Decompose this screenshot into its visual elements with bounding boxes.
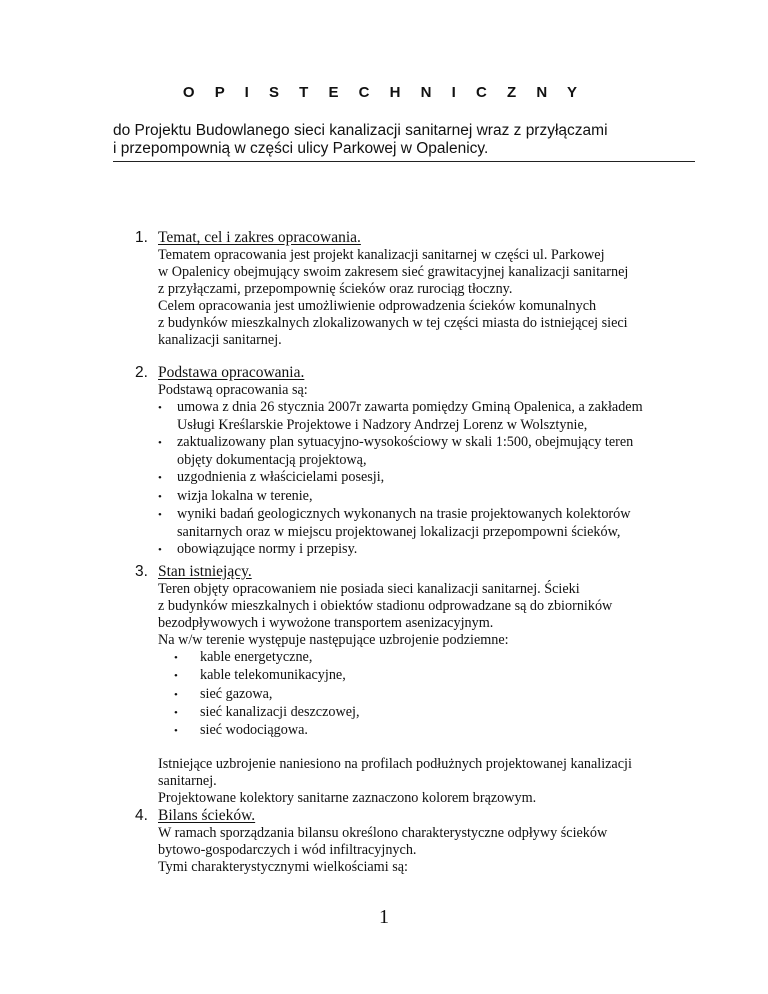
- section-body: [158, 382, 695, 559]
- text-line: z budynków mieszkalnych zlokalizowanych w tej części miasta do istniejącej sieci: [158, 315, 628, 332]
- text-line: Tematem opracowania jest projekt kanalizacji sanitarnej w części ul. Parkowej: [158, 247, 605, 263]
- text-line: z przyłączami, przepompownię ścieków oraz rurociąg tłoczny.: [158, 281, 513, 298]
- text-line: bezodpływowych i wywożone transportem asenizacyjnym.: [158, 615, 494, 632]
- section-title: Temat, cel i zakres opracowania.: [158, 229, 361, 246]
- bullet-icon: •: [174, 724, 178, 737]
- list-item: • umowa z dnia 26 stycznia 2007r zawarta pomiędzy Gminą Opalenica, a zakładem: [158, 399, 695, 417]
- subtitle-line: do Projektu Budowlanego sieci kanalizacji sanitarnej wraz z przyłączami: [113, 122, 608, 139]
- list-item: • wizja lokalna w terenie,: [158, 488, 695, 506]
- section-title: Stan istniejący.: [158, 563, 252, 580]
- list-item: • kable telekomunikacyjne,: [158, 667, 695, 685]
- bullet-icon: •: [158, 543, 162, 556]
- section-title: Bilans ścieków.: [158, 807, 256, 824]
- document-subtitle: [113, 122, 695, 162]
- list-item-continuation: sanitarnych oraz w miejscu projektowanej lokalizacji przepompowni ścieków,: [177, 523, 621, 540]
- bullet-icon: •: [158, 437, 162, 450]
- list-item: • sieć gazowa,: [158, 686, 695, 704]
- section-heading: [135, 806, 695, 825]
- list-item: • kable energetyczne,: [158, 649, 695, 667]
- text-line: Istniejące uzbrojenie naniesiono na profilach podłużnych projektowanej kanalizacji: [158, 755, 632, 772]
- section-body: [158, 247, 695, 350]
- text-line: Projektowane kolektory sanitarne zaznaczono kolorem brązowym.: [158, 790, 537, 807]
- bullet-icon: •: [174, 670, 178, 683]
- bullet-icon: •: [158, 490, 162, 503]
- section-body: [158, 581, 695, 807]
- list-item: • sieć wodociągowa.: [158, 722, 695, 740]
- text-line: sanitarnej.: [158, 772, 217, 789]
- list-item: • obowiązujące normy i przepisy.: [158, 541, 695, 559]
- section-heading: [135, 562, 695, 581]
- text-line: Tymi charakterystycznymi wielkościami są:: [158, 859, 408, 876]
- text-line: W ramach sporządzania bilansu określono charakterystyczne odpływy ścieków: [158, 825, 608, 841]
- section-number: 1.: [135, 229, 148, 246]
- text-line: Na w/w terenie występuje następujące uzbrojenie podziemne:: [158, 632, 509, 649]
- list-item-continuation: objęty dokumentacją projektową,: [177, 452, 367, 469]
- bullet-icon: •: [174, 688, 178, 701]
- section-3: [135, 562, 695, 807]
- list-item-continuation: Usługi Kreślarskie Projektowe i Nadzory Andrzej Lorenz w Wolsztynie,: [177, 417, 588, 434]
- section-heading: [135, 228, 695, 247]
- section-number: 4.: [135, 807, 148, 824]
- text-line: Podstawą opracowania są:: [158, 382, 308, 398]
- bullet-icon: •: [158, 402, 162, 415]
- bullet-icon: •: [174, 652, 178, 665]
- section-title: Podstawa opracowania.: [158, 364, 305, 381]
- list-item: • uzgodnienia z właścicielami posesji,: [158, 469, 695, 487]
- text-line: bytowo-gospodarczych i wód infiltracyjnych.: [158, 842, 417, 859]
- text-line: z budynków mieszkalnych i obiektów stadionu odprowadzane są do zbiorników: [158, 598, 613, 615]
- section-4: [135, 806, 695, 876]
- list-item: • sieć kanalizacji deszczowej,: [158, 704, 695, 722]
- subtitle-line: i przepompownią w części ulicy Parkowej w Opalenicy.: [113, 140, 489, 157]
- section-body: [158, 825, 695, 876]
- bullet-icon: •: [174, 706, 178, 719]
- text-line: kanalizacji sanitarnej.: [158, 332, 282, 349]
- section-heading: [135, 363, 695, 382]
- list-item: • wyniki badań geologicznych wykonanych na trasie projektowanych kolektorów: [158, 506, 695, 524]
- text-line: w Opalenicy obejmujący swoim zakresem sieć grawitacyjnej kanalizacji sanitarnej: [158, 264, 629, 281]
- list-item: • zaktualizowany plan sytuacyjno-wysokościowy w skali 1:500, obejmujący teren: [158, 434, 695, 452]
- document-title: O P I S T E C H N I C Z N Y: [182, 84, 586, 101]
- text-line: Celem opracowania jest umożliwienie odprowadzenia ścieków komunalnych: [158, 298, 597, 315]
- page-number: 1: [379, 906, 389, 928]
- text-line: Teren objęty opracowaniem nie posiada sieci kanalizacji sanitarnej. Ścieki: [158, 581, 580, 597]
- section-1: [135, 228, 695, 350]
- section-2: [135, 363, 695, 559]
- section-number: 2.: [135, 364, 148, 381]
- section-number: 3.: [135, 563, 148, 580]
- bullet-icon: •: [158, 508, 162, 521]
- bullet-icon: •: [158, 472, 162, 485]
